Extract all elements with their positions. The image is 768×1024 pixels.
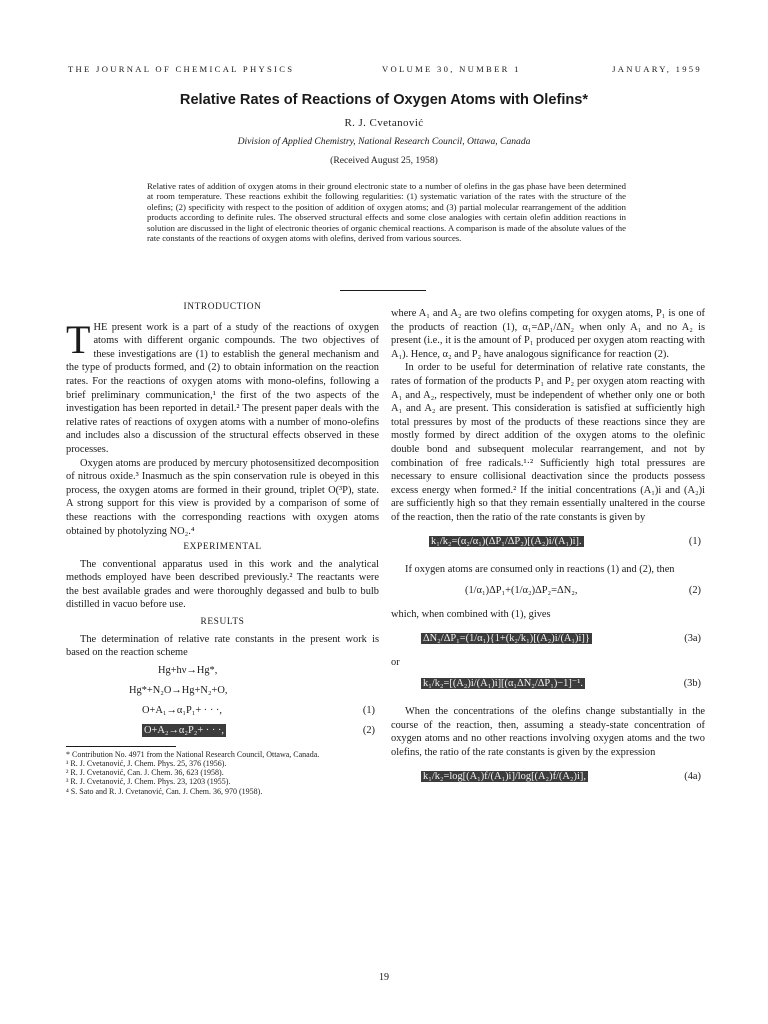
experimental-paragraph: The conventional apparatus used in this work and the analytical methods employed have been described previously.² The reactants were the best available grades and were thoroughly degassed and bulb to bulb distilled in vacuo before use. bbox=[66, 558, 379, 611]
equation-4a-number: (4a) bbox=[684, 770, 701, 782]
equation-3a-number: (3a) bbox=[684, 632, 701, 644]
results-paragraph: The determination of relative rate constants in the present work is based on the reaction scheme bbox=[66, 633, 379, 659]
abstract-divider bbox=[340, 290, 426, 291]
introduction-paragraph-1-text: HE present work is a part of a study of the reactions of oxygen atoms with different organic compounds. The two objectives of these investigations are (1) to establish the general mechanism and the type of products formed, and (2) to obtain information on the reaction rates. For the reactions of oxygen atoms with mono-olefins, following a brief preliminary communication,¹ the first of the two aspects of the investigation has been reported in detail.² The present paper deals with the relative rates of reactions of oxygen atoms with a number of mono-olefins and includes also a discussion of the structural effects observed in these processes. bbox=[66, 321, 379, 455]
article-title: Relative Rates of Reactions of Oxygen Atoms with Olefins* bbox=[179, 92, 589, 108]
volume-number: VOLUME 30, NUMBER 1 bbox=[382, 64, 521, 74]
equation-2-number: (2) bbox=[688, 585, 701, 597]
equation-2 bbox=[391, 584, 705, 608]
issue-date: JANUARY, 1959 bbox=[612, 64, 702, 74]
right-column bbox=[391, 307, 705, 790]
abstract: Relative rates of addition of oxygen atoms in their ground electronic state to a number of olefins in the gas phase have been determined at room temperature. These reactions exhibit the following regularities: (1) systematic variation of the rates with the structure of the olefins; (2) specificity with respect to the position of addition of oxygen atoms; and (3) partial molecular rearrangement of the addition products according to definite rules. The observed structural effects and some close analogies with certain olefin addition reactions in solution are discussed in the light of electronic theories of organic chemical reactions. A comparison is made of the absolute values of the rate constants of the reactions of oxygen atoms with olefins, derived from various sources. bbox=[147, 181, 626, 244]
right-paragraph-3: If oxygen atoms are consumed only in reactions (1) and (2), then bbox=[405, 563, 675, 575]
journal-name: THE JOURNAL OF CHEMICAL PHYSICS bbox=[68, 64, 295, 74]
equation-1-number: (1) bbox=[688, 535, 701, 547]
footnote-divider bbox=[66, 746, 176, 747]
page-number: 19 bbox=[379, 972, 389, 983]
equation-4a bbox=[391, 770, 705, 790]
running-head bbox=[68, 64, 702, 78]
equation-3a bbox=[391, 632, 705, 656]
footnote: ² R. J. Cvetanović, Can. J. Chem. 36, 623 (1958). bbox=[66, 768, 224, 778]
article-author: R. J. Cvetanović bbox=[344, 117, 424, 129]
equation-1 bbox=[391, 535, 705, 557]
equation-3b bbox=[391, 677, 705, 705]
right-paragraph-5: When the concentrations of the olefins change substantially in the course of the reaction, then, assuming a steady-state concentration of oxygen atoms and no other reactions involving oxygen atoms and the two olefins, the ratio of the rate constants is given by the expression bbox=[391, 706, 705, 759]
equation-3a-body: ΔN₂/ΔP₁=(1/α₁){1+(k₂/k₁)[(A₂)i/(A₁)i]} bbox=[423, 632, 590, 644]
introduction-paragraph-1 bbox=[66, 316, 379, 457]
experimental-heading: EXPERIMENTAL bbox=[183, 542, 262, 553]
footnote: ¹ R. J. Cvetanović, J. Chem. Phys. 25, 376 (1956). bbox=[66, 759, 227, 769]
scheme-step-2: Hg*+N₂O→Hg+N₂+O, bbox=[129, 684, 228, 696]
footnote: ⁴ S. Sato and R. J. Cvetanović, Can. J. Chem. 36, 970 (1958). bbox=[66, 786, 263, 796]
introduction-heading: INTRODUCTION bbox=[183, 302, 262, 312]
footnote: ³ R. J. Cvetanović, J. Chem. Phys. 23, 1203 (1955). bbox=[66, 777, 231, 787]
received-date: (Received August 25, 1958) bbox=[330, 155, 438, 166]
equation-2-body: (1/α₁)ΔP₁+(1/α₂)ΔP₂=ΔN₂, bbox=[465, 585, 578, 597]
equation-4a-body: k₁/k₂=log[(A₁)f/(A₁)i]/log[(A₂)f/(A₂)i], bbox=[423, 770, 586, 782]
author-affiliation: Division of Applied Chemistry, National Research Council, Ottawa, Canada bbox=[237, 136, 531, 147]
scheme-reaction-1: O+A₁→α₁P₁+ · · ·, (1) bbox=[142, 704, 375, 716]
equation-3b-body: k₁/k₂=[(A₂)i/(A₁)i][(α₁ΔN₂/ΔP₁)−1]⁻¹. bbox=[423, 678, 583, 690]
drop-cap: T bbox=[66, 316, 91, 362]
equation-3b-number: (3b) bbox=[683, 678, 701, 690]
or-connector: or bbox=[391, 656, 400, 668]
right-paragraph-4: which, when combined with (1), gives bbox=[391, 609, 551, 621]
results-heading: RESULTS bbox=[200, 617, 245, 628]
footnotes bbox=[66, 750, 379, 796]
scheme-reaction-2: O+A₂→α₂P₂+ · · ·, (2) bbox=[144, 724, 375, 736]
scheme-step-1: Hg+hν→Hg*, bbox=[158, 664, 218, 676]
equation-1-body: k₁/k₂=(α₂/α₁)(ΔP₁/ΔP₂)[(A₂)i/(A₁)i]. bbox=[431, 535, 582, 547]
introduction-paragraph-2: Oxygen atoms are produced by mercury photosensitized decomposition of nitrous oxide.³ Inasmuch as the spin conservation rule is obeyed in this process, the oxygen atoms are formed in their ground, triplet O(³P), state. A strong support for this view is provided by a comparison of some of these reactions with the corresponding reactions with oxygen atoms obtained by photolyzing NO₂.⁴ bbox=[66, 457, 379, 537]
reaction-scheme bbox=[66, 664, 379, 742]
right-paragraph-1: where A₁ and A₂ are two olefins competing for oxygen atoms, P₁ is one of the products of reaction (1), α₁=ΔP₁/ΔN₂ when only A₁ and no A₂ is present (i.e., it is the amount of P₁ produced per oxygen atom reacting with A₁). Hence, α₂ and P₂ have analogous significance for reaction (2). bbox=[391, 308, 705, 360]
right-paragraph-2: In order to be useful for determination of relative rate constants, the rates of formation of the products P₁ and P₂ per oxygen atom reacting with A₁ and A₂, respectively, must be independent of whether only one or both A₁ and A₂ are present. This consideration is satisfied at sufficiently high total pressures by most of the products of these reactions since they are mostly formed by direct addition of the oxygen atoms to the olefinic double bond and subsequent molecular rearrangement, and not by combination of free radicals.¹·² Sufficiently high total pressures are necessary to ensure collisional deactivation since the products possess excess energy when formed.² If the initial concentrations (A₁)i and (A₂)i are sufficiently high so that they remain essentially unaltered in the course of the reaction, then the ratio of the rate constants is given by bbox=[391, 362, 705, 523]
left-column bbox=[66, 301, 379, 796]
footnote: * Contribution No. 4971 from the National Research Council, Ottawa, Canada. bbox=[66, 749, 320, 759]
